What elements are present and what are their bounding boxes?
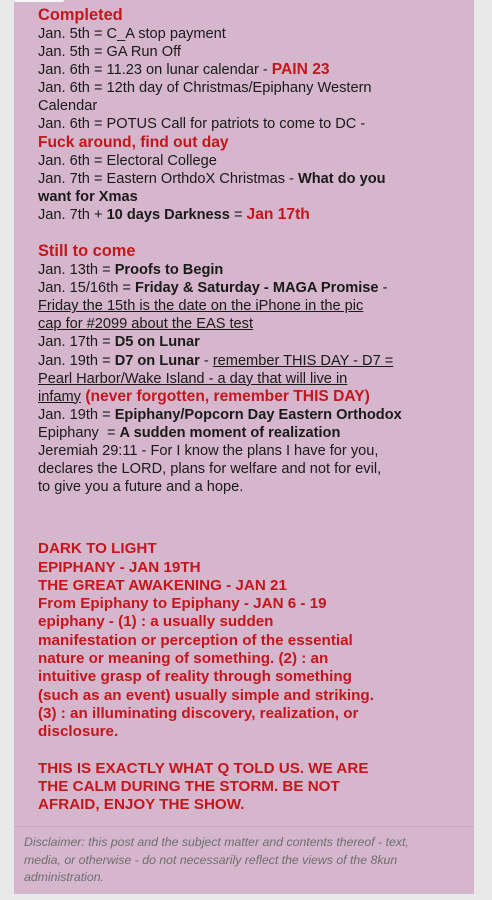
still-to-come-heading: Still to come [38,242,136,261]
block-line: THE GREAT AWAKENING - JAN 21 [38,576,287,594]
divider [14,826,474,827]
list-item-cont: Calendar [38,98,98,115]
block-line: From Epiphany to Epiphany - JAN 6 - 19 [38,595,327,613]
list-item: Jan. 7th + 10 days Darkness = Jan 17th [38,205,310,223]
list-item: Jan. 19th = Epiphany/Popcorn Day Eastern Orthodox [38,406,402,423]
closing-block [38,760,458,815]
block-line: intuitive grasp of reality through something [38,668,352,686]
disclaimer [24,834,464,887]
list-item-cont: declares the LORD, plans for welfare and not for evil, [38,461,382,478]
block-line: manifestation or perception of the essential [38,631,353,649]
list-item: Jan. 19th = D7 on Lunar - remember THIS DAY - D7 = [38,352,394,369]
list-item: Jan. 13th = Proofs to Begin [38,262,224,279]
block-line: (such as an event) usually simple and striking. [38,686,374,704]
block-line: THE CALM DURING THE STORM. BE NOT [38,777,340,795]
list-item: Jan. 15/16th = Friday & Saturday - MAGA Promise - [38,280,388,297]
list-item-cont: infamy (never forgotten, remember THIS DAY) [38,387,370,405]
list-item: Jan. 17th = D5 on Lunar [38,334,200,351]
block-line: THIS IS EXACTLY WHAT Q TOLD US. WE ARE [38,759,369,777]
list-item-cont: Fuck around, find out day [38,133,229,151]
list-item: Jan. 5th = GA Run Off [38,44,181,61]
block-line: epiphany - (1) : a usually sudden [38,613,274,631]
top-tab-stub [14,0,64,2]
disclaimer-line: administration. [24,870,104,884]
block-line: EPIPHANY - JAN 19TH [38,558,201,576]
block-line: AFRAID, ENJOY THE SHOW. [38,796,245,814]
block-line: nature or meaning of something. (2) : an [38,650,329,668]
list-item-cont: to give you a future and a hope. [38,479,244,496]
list-item: Jan. 6th = 11.23 on lunar calendar - PAIN 23 [38,61,330,79]
post-body [38,6,458,814]
list-item-cont: Friday the 15th is the date on the iPhone in the pic [38,298,364,315]
list-item: Jan. 6th = POTUS Call for patriots to come to DC - [38,116,366,133]
disclaimer-line: media, or otherwise - do not necessarily reflect the views of the 8kun [24,852,398,867]
block-line: (3) : an illuminating discovery, realization, or [38,704,359,722]
list-item-cont: want for Xmas [38,188,138,205]
list-item: Epiphany = A sudden moment of realization [38,424,341,441]
list-item: Jan. 6th = 12th day of Christmas/Epiphany Western [38,80,372,97]
list-item-cont: Pearl Harbor/Wake Island - a day that will live in [38,370,348,387]
block-line: disclosure. [38,723,119,741]
completed-heading: Completed [38,6,123,24]
block-line: DARK TO LIGHT [38,540,157,558]
list-item: Jan. 6th = Electoral College [38,152,217,169]
list-item: Jan. 5th = C_A stop payment [38,26,226,42]
list-item: Jeremiah 29:11 - For I know the plans I have for you, [38,442,379,459]
list-item: Jan. 7th = Eastern OrthdoX Christmas - What do you [38,170,386,187]
dark-to-light-block [38,540,458,741]
disclaimer-line: Disclaimer: this post and the subject matter and contents thereof - text, [24,835,409,849]
list-item-cont: cap for #2099 about the EAS test [38,316,254,333]
